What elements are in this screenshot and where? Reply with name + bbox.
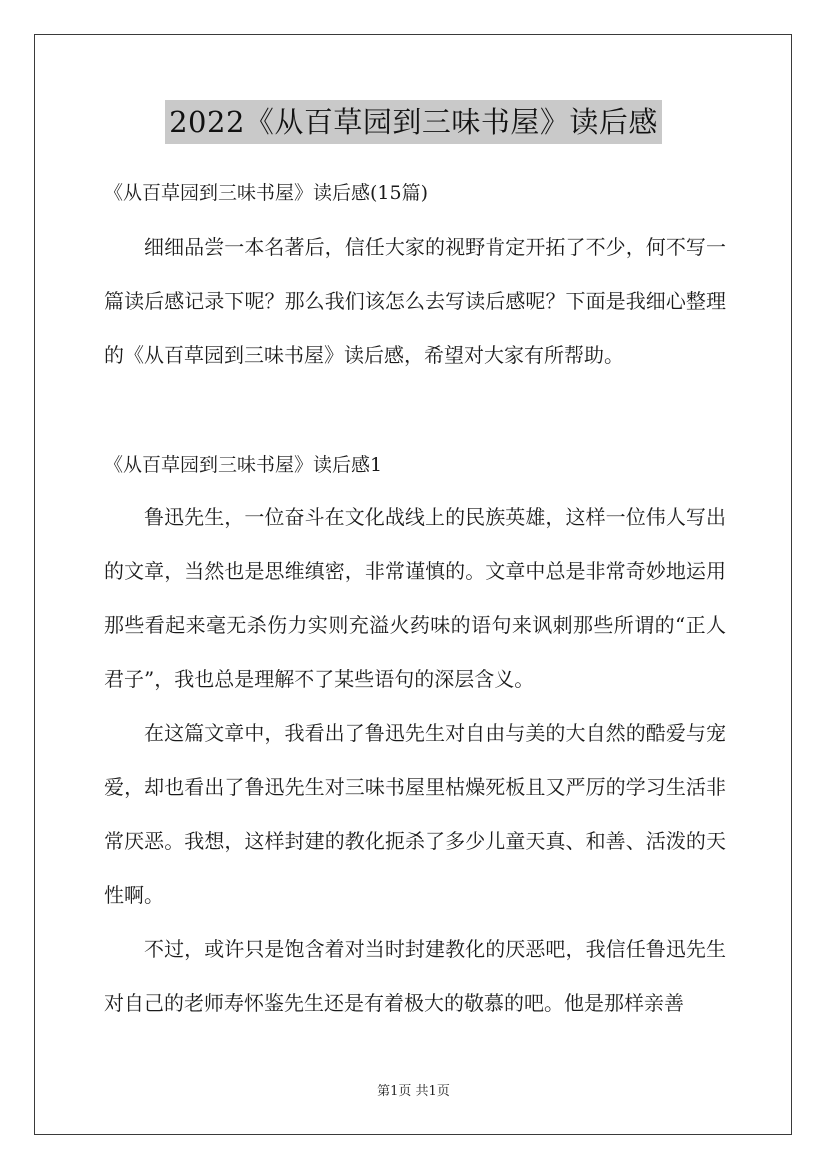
body-paragraph-3: 不过，或许只是饱含着对当时封建教化的厌恶吧，我信任鲁迅先生对自己的老师寿怀鉴先生还是有着极大的敬慕的吧。他是那样亲善 (104, 937, 726, 1015)
intro-paragraph: 细细品尝一本名著后，信任大家的视野肯定开拓了不少，何不写一篇读后感记录下呢？那么我们该怎么去写读后感呢？下面是我细心整理的《从百草园到三味书屋》读后感，希望对大家有所帮助。 (104, 235, 726, 367)
body-paragraph-1: 鲁迅先生，一位奋斗在文化战线上的民族英雄，这样一位伟人写出的文章，当然也是思维缜密，非常谨慎的。文章中总是非常奇妙地运用那些看起来毫无杀伤力实则充溢火药味的语句来讽刺那些所谓的“正人君子”，我也总是理解不了某些语句的深层含义。 (104, 505, 726, 691)
document-subtitle: 《从百草园到三味书屋》读后感(15篇) (104, 182, 429, 204)
document-title: 2022《从百草园到三味书屋》读后感 (165, 100, 662, 144)
section-heading: 《从百草园到三味书屋》读后感1 (104, 454, 383, 476)
page-number-footer: 第1页 共1页 (377, 1084, 450, 1099)
body-paragraph-2: 在这篇文章中，我看出了鲁迅先生对自由与美的大自然的酷爱与宠爱，却也看出了鲁迅先生对三味书屋里枯燥死板且又严厉的学习生活非常厌恶。我想，这样封建的教化扼杀了多少儿童天真、和善、活泼的天性啊。 (104, 721, 726, 907)
title-container (0, 100, 827, 144)
